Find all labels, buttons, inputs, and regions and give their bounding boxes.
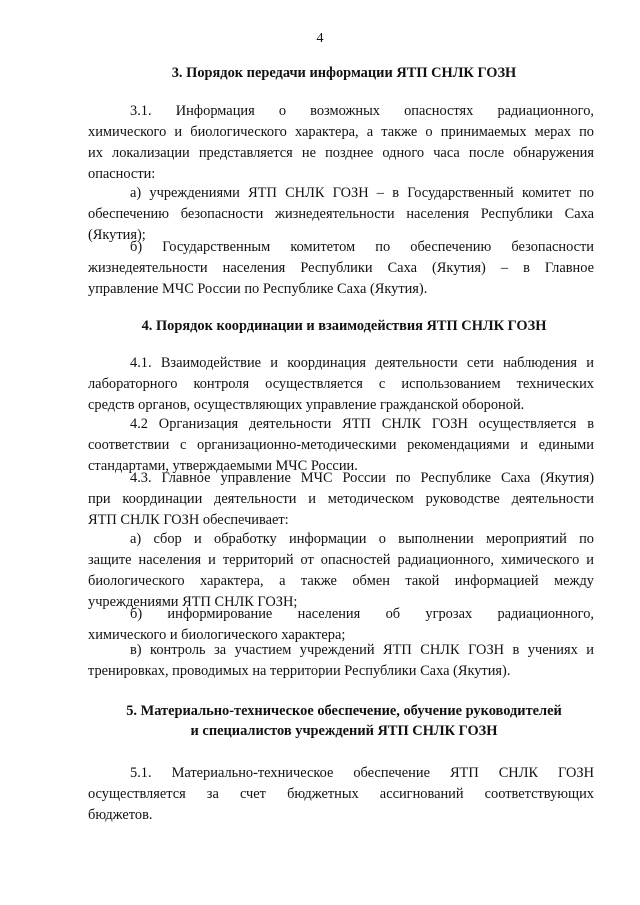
- text-line: в) контроль за участием учреждений ЯТП СНЛК ГОЗН в учениях и: [130, 642, 594, 658]
- text-line: химического и биологического характера, а также о принимаемых мерах по: [88, 124, 594, 140]
- paragraph-4-3: [88, 468, 594, 531]
- text-line: средств органов, осуществляющих управление гражданской обороной.: [88, 397, 525, 413]
- page-number: 4: [316, 31, 324, 46]
- section-5-heading-line-2: и специалистов учреждений ЯТП СНЛК ГОЗН: [190, 723, 498, 739]
- paragraph-5-1: [88, 763, 594, 826]
- text-line: биологического характера, а также обмен такой информацией между: [88, 573, 594, 589]
- section-4-heading: 4. Порядок координации и взаимодействия ЯТП СНЛК ГОЗН: [141, 318, 547, 334]
- text-line: 5.1. Материально-техническое обеспечение ЯТП СНЛК ГОЗН: [130, 765, 594, 781]
- text-line: а) учреждениями ЯТП СНЛК ГОЗН – в Государственный комитет по: [130, 185, 594, 201]
- text-line: ЯТП СНЛК ГОЗН обеспечивает:: [88, 512, 289, 528]
- paragraph-3-1: [88, 101, 594, 185]
- text-line: б) информирование населения об угрозах радиационного,: [130, 606, 594, 622]
- text-line: 3.1. Информация о возможных опасностях радиационного,: [130, 103, 594, 119]
- text-line: а) сбор и обработку информации о выполнении мероприятий по: [130, 531, 594, 547]
- paragraph-4-3-a: [88, 529, 594, 613]
- paragraph-3-1-b: [88, 237, 594, 300]
- text-line: тренировках, проводимых на территории Республики Саха (Якутия).: [88, 663, 511, 679]
- text-line: учреждениями ЯТП СНЛК ГОЗН;: [88, 594, 298, 610]
- text-line: осуществляется за счет бюджетных ассигнований соответствующих: [88, 786, 594, 802]
- text-line: опасности:: [88, 166, 156, 182]
- text-line: 4.2 Организация деятельности ЯТП СНЛК ГОЗН осуществляется в: [130, 416, 594, 432]
- text-line: 4.1. Взаимодействие и координация деятельности сети наблюдения и: [130, 355, 594, 371]
- text-line: обеспечению безопасности жизнедеятельности населения Республики Саха: [88, 206, 594, 222]
- paragraph-4-3-c: [88, 640, 594, 682]
- section-5-heading-line-1: 5. Материально-техническое обеспечение, обучение руководителей: [126, 703, 562, 719]
- text-line: химического и биологического характера;: [88, 627, 346, 643]
- paragraph-4-1: [88, 353, 594, 416]
- text-line: соответствии с организационно-методическими рекомендациями и едиными: [88, 437, 594, 453]
- text-line: лабораторного контроля осуществляется с использованием технических: [88, 376, 594, 392]
- text-line: бюджетов.: [88, 807, 153, 823]
- text-line: 4.3. Главное управление МЧС России по Республике Саха (Якутия): [130, 470, 594, 486]
- text-line: при координации деятельности и методическом руководстве деятельности: [88, 491, 594, 507]
- text-line: управление МЧС России по Республике Саха (Якутия).: [88, 281, 428, 297]
- text-line: защите населения и территорий от опасностей радиационного, химического и: [88, 552, 594, 568]
- section-3-heading: 3. Порядок передачи информации ЯТП СНЛК ГОЗН: [171, 65, 517, 81]
- text-line: жизнедеятельности населения Республики Саха (Якутия) – в Главное: [88, 260, 594, 276]
- text-line: их локализации представляется не позднее одного часа после обнаружения: [88, 145, 594, 161]
- text-line: б) Государственным комитетом по обеспечению безопасности: [130, 239, 594, 255]
- text-line: (Якутия);: [88, 227, 146, 243]
- section-5-heading: [88, 701, 600, 741]
- text-line: стандартами, утверждаемыми МЧС России.: [88, 458, 358, 474]
